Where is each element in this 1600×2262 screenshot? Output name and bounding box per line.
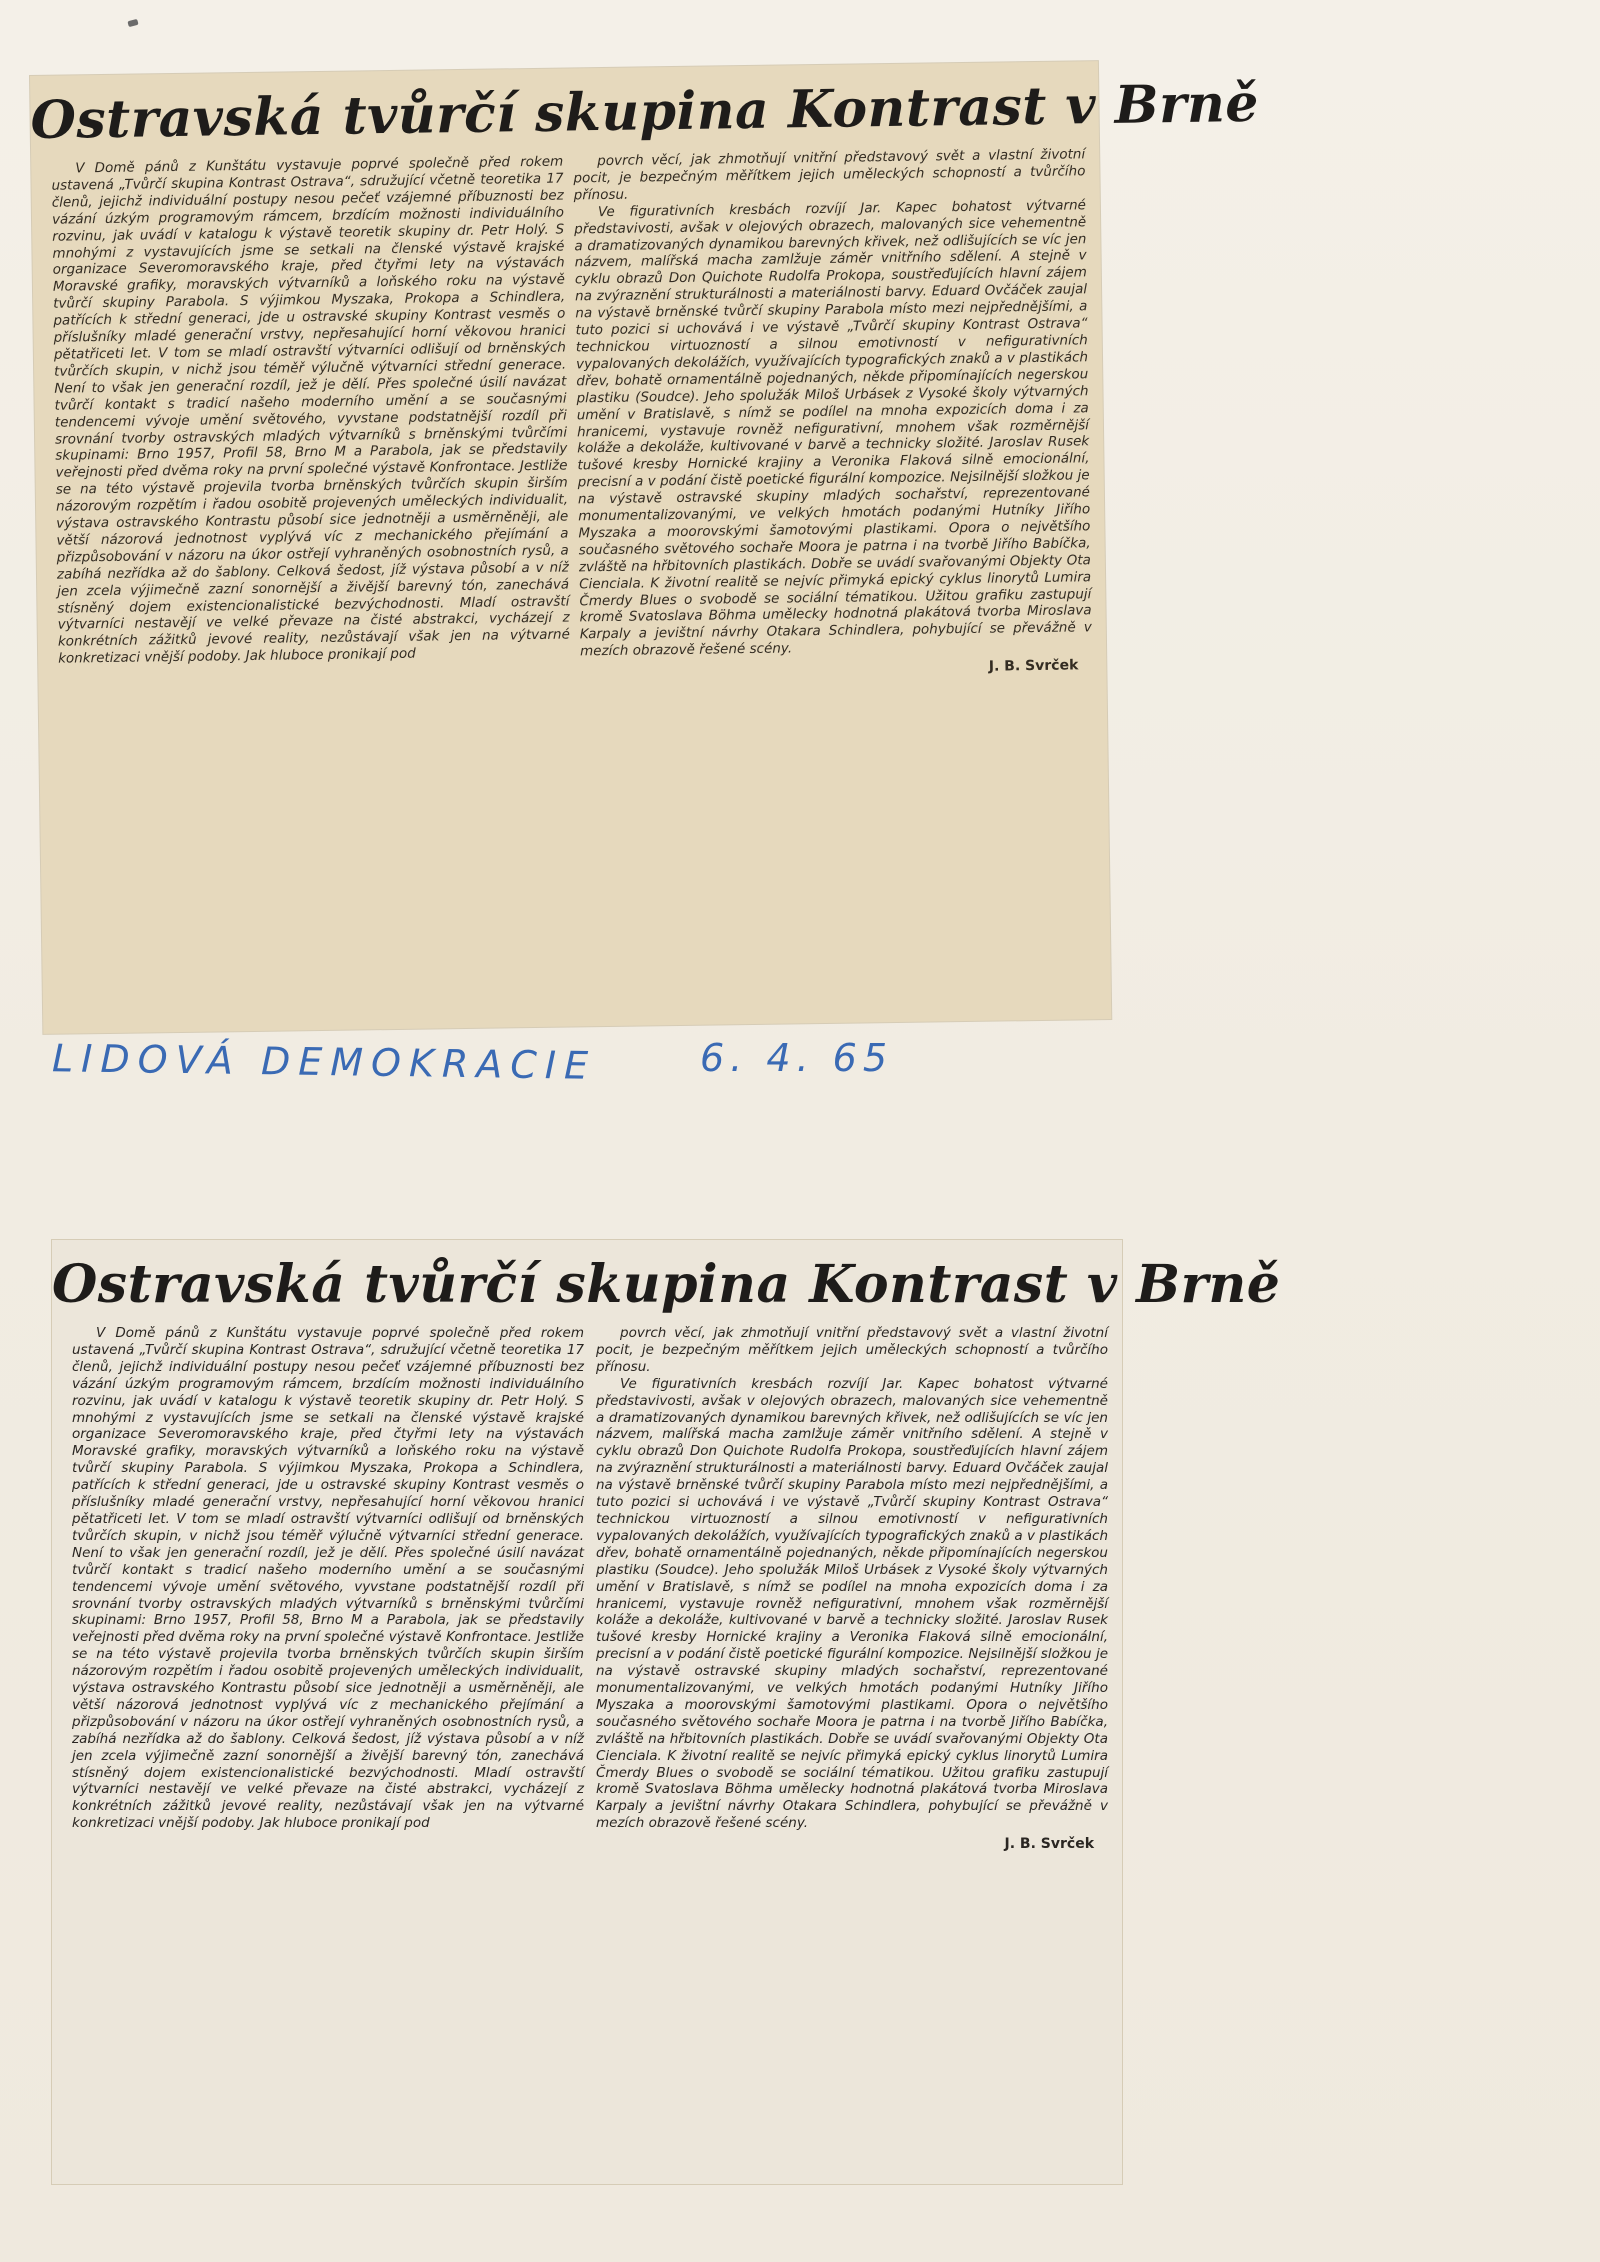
paragraph: povrch věcí, jak zhmotňují vnitřní představový svět a vlastní životní pocit, je bezpečným měřítkem jejich uměleckých schopností a tvůrčího přínosu. — [573, 146, 1086, 204]
article-column-left — [72, 1325, 584, 1853]
article-signature: J. B. Svrček — [1004, 1836, 1094, 1853]
handwritten-newspaper-name: LIDOVÁ DEMOKRACIE — [51, 1036, 597, 1088]
paragraph: V Domě pánů z Kunštátu vystavuje poprvé společně před rokem ustavená „Tvůrčí skupina Kontrast Ostrava“, sdružující včetně teoretika 17 členů, jejichž individuální postupy nesou pečeť vzájemné příbuznosti bez vázání úzkým programovým rámcem, brzdícím možnosti individuálního rozvinu, jak uvádí v katalogu k výstavě teoretik skupiny dr. Petr Holý. S mnohými z vystavujících jsme se setkali na členské výstavě krajské organizace Severomoravského kraje, před čtyřmi lety na výstavách Moravské grafiky, moravských výtvarníků a loňského roku na výstavě tvůrčí skupiny Parabola. S výjimkou Myszaka, Prokopa a Schindlera, patřících k střední generaci, jde u ostravské skupiny Kontrast vesměs o příslušníky mladé generační vrstvy, nepřesahující horní věkovou hranici pětatřiceti let. V tom se mladí ostravští výtvarníci odlišují od brněnských tvůrčích skupin, v nichž jsou téměř výlučně výtvarníci střední generace. Není to však jen generační rozdíl, jež je dělí. Přes společné úsilí navázat tvůrčí kontakt s tradicí našeho moderního umění a se současnými tendencemi vývoje umění světového, vyvstane podstatnější rozdíl při srovnání tvorby ostravských mladých výtvarníků s brněnskými tvůrčími skupinami: Brno 1957, Profil 58, Brno M a Parabola, jak se představily veřejnosti před dvěma roky na první společné výstavě Konfrontace. Jestliže se na této výstavě projevila tvorba brněnských tvůrčích skupin širším názorovým rozpětím i řadou osobitě projevených uměleckých individualit, výstava ostravského Kontrastu působí sice jednotněji a usměrněněji, ale větší názorová jednotnost vyplývá víc z mechanického přejímání a přizpůsobování v názoru na úkor ostřejí vyhraněných osobnostních rysů, a zabíhá nezřídka až do šablony. Celková šedost, jíž výstava působí a v níž jen zcela výjimečně zazní sonornější a živější barevný tón, zanechává stísněný dojem existencionalistické bezvýchodnosti. Mladí ostravští výtvarníci nestavějí ve velké převaze na čisté abstrakci, vycházejí z konkrétních zážitků jevové reality, nezůstávají však jen na výtvarné konkretizaci vnější podoby. Jak hluboce pronikají pod — [72, 1325, 584, 1832]
article-headline: Ostravská tvůrčí skupina Kontrast v Brně — [30, 72, 1260, 151]
clipping-copy — [52, 1240, 1281, 2184]
article-headline: Ostravská tvůrčí skupina Kontrast v Brně — [52, 1254, 1281, 1315]
paragraph: V Domě pánů z Kunštátu vystavuje poprvé společně před rokem ustavená „Tvůrčí skupina Kontrast Ostrava“, sdružující včetně teoretika 17 členů, jejichž individuální postupy nesou pečeť vzájemné příbuznosti bez vázání úzkým programovým rámcem, brzdícím možnosti individuálního rozvinu, jak uvádí v katalogu k výstavě teoretik skupiny dr. Petr Holý. S mnohými z vystavujících jsme se setkali na členské výstavě krajské organizace Severomoravského kraje, před čtyřmi lety na výstavách Moravské grafiky, moravských výtvarníků a loňského roku na výstavě tvůrčí skupiny Parabola. S výjimkou Myszaka, Prokopa a Schindlera, patřících k střední generaci, jde u ostravské skupiny Kontrast vesměs o příslušníky mladé generační vrstvy, nepřesahující horní věkovou hranici pětatřiceti let. V tom se mladí ostravští výtvarníci odlišují od brněnských tvůrčích skupin, v nichž jsou téměř výlučně výtvarníci střední generace. Není to však jen generační rozdíl, jež je dělí. Přes společné úsilí navázat tvůrčí kontakt s tradicí našeho moderního umění a se současnými tendencemi vývoje umění světového, vyvstane podstatnější rozdíl při srovnání tvorby ostravských mladých výtvarníků s brněnskými tvůrčími skupinami: Brno 1957, Profil 58, Brno M a Parabola, jak se představily veřejnosti před dvěma roky na první společné výstavě Konfrontace. Jestliže se na této výstavě projevila tvorba brněnských tvůrčích skupin širším názorovým rozpětím i řadou osobitě projevených uměleckých individualit, výstava ostravského Kontrastu působí sice jednotněji a usměrněněji, ale větší názorová jednotnost vyplývá víc z mechanického přejímání a přizpůsobování v názoru na úkor ostřejí vyhraněných osobnostních rysů, a zabíhá nezřídka až do šablony. Celková šedost, jíž výstava působí a v níž jen zcela výjimečně zazní sonornější a živější barevný tón, zanechává stísněný dojem existencionalistické bezvýchodnosti. Mladí ostravští výtvarníci nestavějí ve velké převaze na čisté abstrakci, vycházejí z konkrétních zážitků jevové reality, nezůstávají však jen na výtvarné konkretizaci vnější podoby. Jak hluboce pronikají pod — [51, 153, 570, 667]
article-signature: J. B. Svrček — [988, 657, 1079, 675]
article-column-right — [596, 1325, 1108, 1853]
article-column-left — [51, 154, 570, 689]
handwritten-date: 6. 4. 65 — [700, 1036, 894, 1080]
clipping-original — [30, 61, 1260, 1034]
paragraph: Ve figurativních kresbách rozvíjí Jar. Kapec bohatost výtvarné představivosti, avšak v olejových obrazech, malovaných sice vehementně a dramatizovaných dynamikou barevných křivek, než odlišujících se víc jen názvem, malířská macha zamlžuje záměr vnitřního sdělení. A stejně v cyklu obrazů Don Quichote Rudolfa Prokopa, soustřeďujících hlavní zájem na zvýraznění strukturálnosti a materiálnosti barvy. Eduard Ovčáček zaujal na výstavě brněnské tvůrčí skupiny Parabola místo mezi nejpřednějšími, a tuto pozici si uchovává i ve výstavě „Tvůrčí skupiny Kontrast Ostrava“ technickou virtuozností a silnou emotivností v nefigurativních vypalovaných dekolážích, využívajících typografických znaků a v plastikách dřev, bohatě ornamentálně pojednaných, někde připomínajících negerskou plastiku (Soudce). Jeho spolužák Miloš Urbásek z Vysoké školy výtvarných umění v Bratislavě, s nímž se podílel na mnoha expozicích doma i za hranicemi, vystavuje rovněž nefigurativní, mnohem však rozměrnější koláže a dekoláže, kultivované v barvě a technicky složité. Jaroslav Rusek tušové kresby Hornické krajiny a Veronika Flaková silně emocionální, precisní a v podání čistě poetické figurální kompozice. Nejsilnější složkou je na výstavě ostravské skupiny mladých sochařství, reprezentované monumentalizovanými, ve velkých hmotách podanými Hutníky Jiřího Myszaka a moorovskými šamotovými plastikami. Opora o největšího současného světového sochaře Moora je patrna i na tvorbě Jiřího Babíčka, zvláště na hřbitovních plastikách. Dobře se uvádí svařovanými Objekty Ota Cienciala. K životní realitě se nejvíc přimyká epický cyklus linorytů Lumira Čmerdy Blues o svobodě se sociální tématikou. Užitou grafiku zastupují kromě Svatoslava Böhma umělecky hodnotná plakátová tvorba Miroslava Karpaly a jevištní návrhy Otakara Schindlera, pohybující se převážně v mezích obrazově řešené scény. — [574, 196, 1092, 660]
article-columns — [51, 146, 1092, 688]
paragraph: Ve figurativních kresbách rozvíjí Jar. Kapec bohatost výtvarné představivosti, avšak v olejových obrazech, malovaných sice vehementně a dramatizovaných dynamikou barevných křivek, než odlišujících se víc jen názvem, malířská macha zamlžuje záměr vnitřního sdělení. A stejně v cyklu obrazů Don Quichote Rudolfa Prokopa, soustřeďujících hlavní zájem na zvýraznění strukturálnosti a materiálnosti barvy. Eduard Ovčáček zaujal na výstavě brněnské tvůrčí skupiny Parabola místo mezi nejpřednějšími, a tuto pozici si uchovává i ve výstavě „Tvůrčí skupiny Kontrast Ostrava“ technickou virtuozností a silnou emotivností v nefigurativních vypalovaných dekolážích, využívajících typografických znaků a v plastikách dřev, bohatě ornamentálně pojednaných, někde připomínajících negerskou plastiku (Soudce). Jeho spolužák Miloš Urbásek z Vysoké školy výtvarných umění v Bratislavě, s nímž se podílel na mnoha expozicích doma i za hranicemi, vystavuje rovněž nefigurativní, mnohem však rozměrnější koláže a dekoláže, kultivované v barvě a technicky složité. Jaroslav Rusek tušové kresby Hornické krajiny a Veronika Flaková silně emocionální, precisní a v podání čistě poetické figurální kompozice. Nejsilnější složkou je na výstavě ostravské skupiny mladých sochařství, reprezentované monumentalizovanými, ve velkých hmotách podanými Hutníky Jiřího Myszaka a moorovskými šamotovými plastikami. Opora o největšího současného světového sochaře Moora je patrna i na tvorbě Jiřího Babíčka, zvláště na hřbitovních plastikách. Dobře se uvádí svařovanými Objekty Ota Cienciala. K životní realitě se nejvíc přimyká epický cyklus linorytů Lumira Čmerdy Blues o svobodě se sociální tématikou. Užitou grafiku zastupují kromě Svatoslava Böhma umělecky hodnotná plakátová tvorba Miroslava Karpaly a jevištní návrhy Otakara Schindlera, pohybující se převážně v mezích obrazově řešené scény. — [596, 1375, 1108, 1832]
ink-speck — [127, 19, 138, 27]
article-columns — [72, 1325, 1108, 1853]
paragraph: povrch věcí, jak zhmotňují vnitřní představový svět a vlastní životní pocit, je bezpečným měřítkem jejich uměleckých schopností a tvůrčího přínosu. — [596, 1325, 1108, 1375]
article-column-right — [573, 146, 1092, 681]
